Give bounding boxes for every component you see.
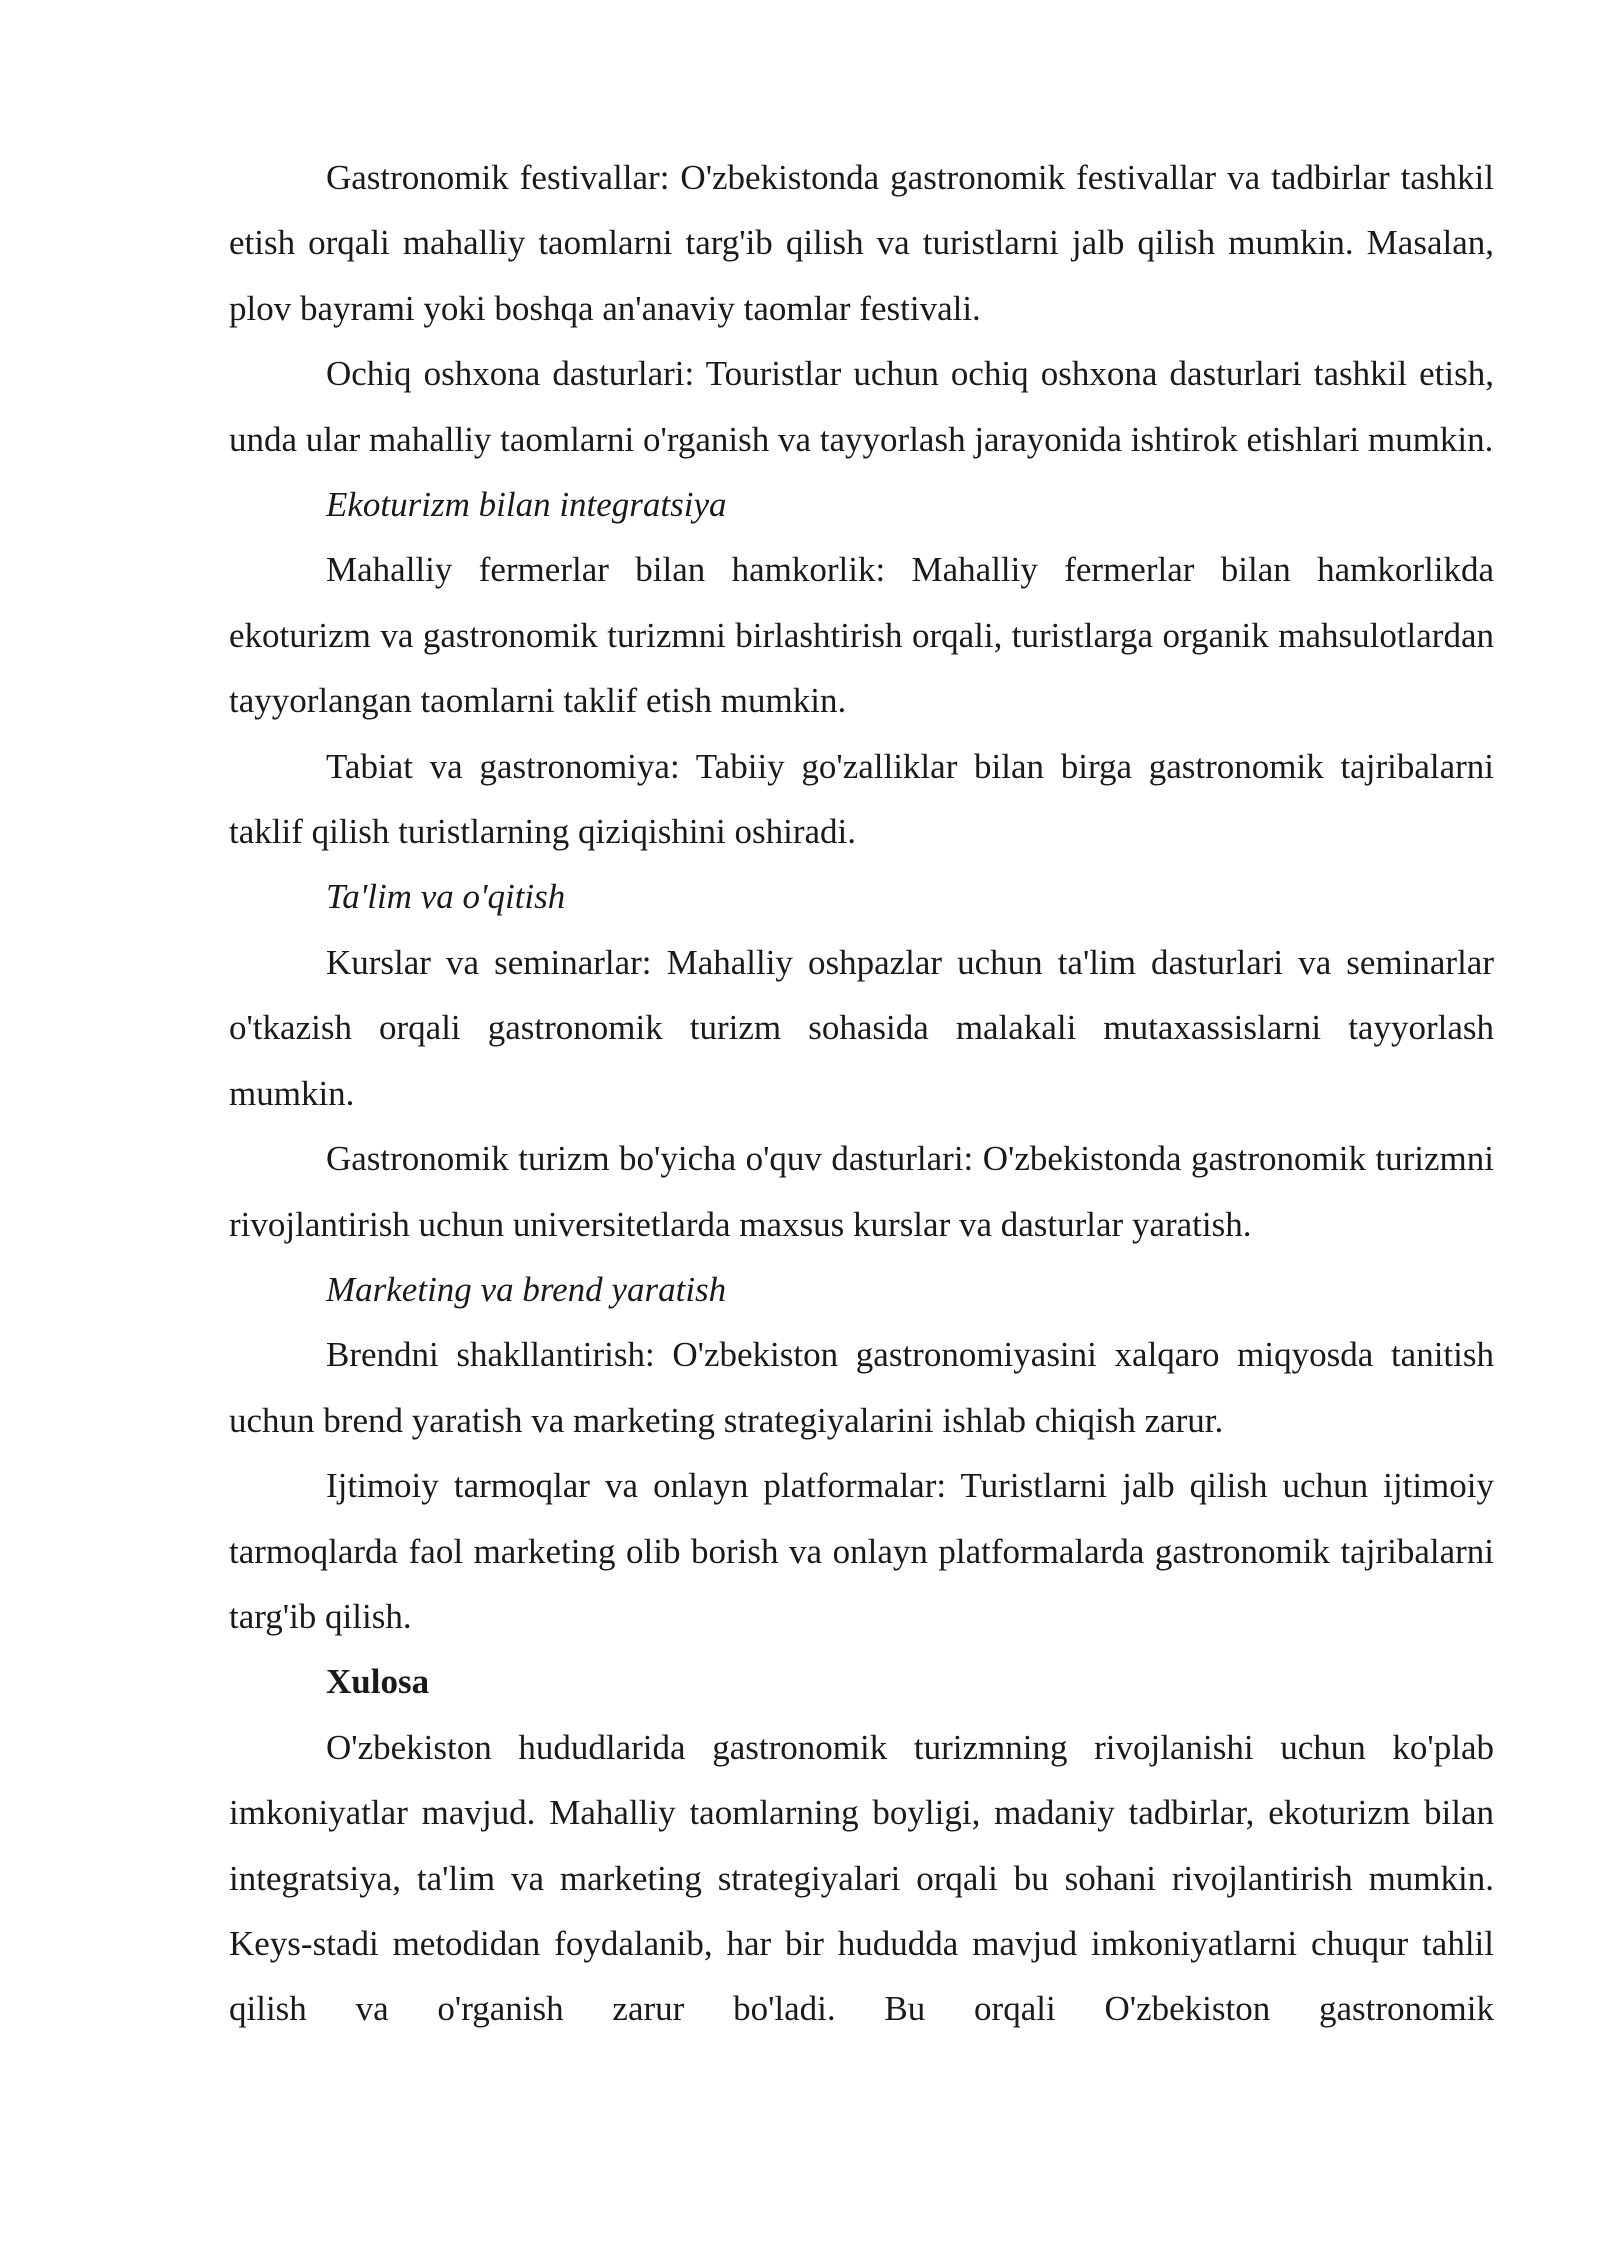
paragraph-open-kitchen-programs: Ochiq oshxona dasturlari: Touristlar uchun ochiq oshxona dasturlari tashkil etish, unda ular mahalliy taomlarni o'rganish va tayyorlash jarayonida ishtirok etishlari mumkin. — [229, 354, 1494, 459]
paragraph-conclusion: O'zbekiston hududlarida gastronomik turizmning rivojlanishi uchun ko'plab imkoniyatlar mavjud. Mahalliy taomlarning boyligi, madaniy tadbirlar, ekoturizm bilan integratsiya, ta'lim va marketing strategiyalari orqali bu sohani rivojlantirish mumkin. Keys-stadi metodidan foydalanib, har bir hududda mavjud imkoniyatlarni chuqur tahlil qilish va o'rganish zarur bo'ladi. Bu orqali O'zbekiston gastronomik — [229, 1727, 1494, 2029]
section-heading-conclusion: Xulosa — [326, 1662, 430, 1702]
paragraph-study-programs: Gastronomik turizm bo'yicha o'quv dasturlari: O'zbekistonda gastronomik turizmni rivojlantirish uchun universitetlarda maxsus kurslar va dasturlar yaratish. — [229, 1139, 1494, 1244]
paragraph-brand-building: Brendni shakllantirish: O'zbekiston gastronomiyasini xalqaro miqyosda tanitish uchun brend yaratish va marketing strategiyalarini ishlab chiqish zarur. — [229, 1335, 1494, 1440]
paragraph-nature-and-gastronomy: Tabiat va gastronomiya: Tabiiy go'zalliklar bilan birga gastronomik tajribalarni taklif qilish turistlarning qiziqishini oshiradi. — [229, 746, 1494, 852]
section-heading-education: Ta'lim va o'qitish — [326, 877, 566, 917]
paragraph-social-media: Ijtimoiy tarmoqlar va onlayn platformalar: Turistlarni jalb qilish uchun ijtimoiy tarmoqlarda faol marketing olib borish va onlayn platformalarda gastronomik tajribalarni targ'ib qilish. — [229, 1466, 1494, 1636]
paragraph-courses-seminars: Kurslar va seminarlar: Mahalliy oshpazlar uchun ta'lim dasturlari va seminarlar o'tkazish orqali gastronomik turizm sohasida malakali mutaxassislarni tayyorlash mumkin. — [229, 942, 1494, 1113]
paragraph-gastronomic-festivals: Gastronomik festivallar: O'zbekistonda gastronomik festivallar va tadbirlar tashkil etish orqali mahalliy taomlarni targ'ib qilish va turistlarni jalb qilish mumkin. Masalan, plov bayrami yoki boshqa an'anaviy taomlar festivali. — [229, 158, 1494, 328]
section-heading-ecotourism: Ekoturizm bilan integratsiya — [326, 485, 727, 525]
document-body — [229, 145, 1494, 2042]
paragraph-farmer-cooperation: Mahalliy fermerlar bilan hamkorlik: Mahalliy fermerlar bilan hamkorlikda ekoturizm va gastronomik turizmni birlashtirish orqali, turistlarga organik mahsulotlardan tayyorlangan taomlarni taklif etish mumkin. — [229, 550, 1494, 721]
section-heading-marketing: Marketing va brend yaratish — [326, 1269, 727, 1309]
